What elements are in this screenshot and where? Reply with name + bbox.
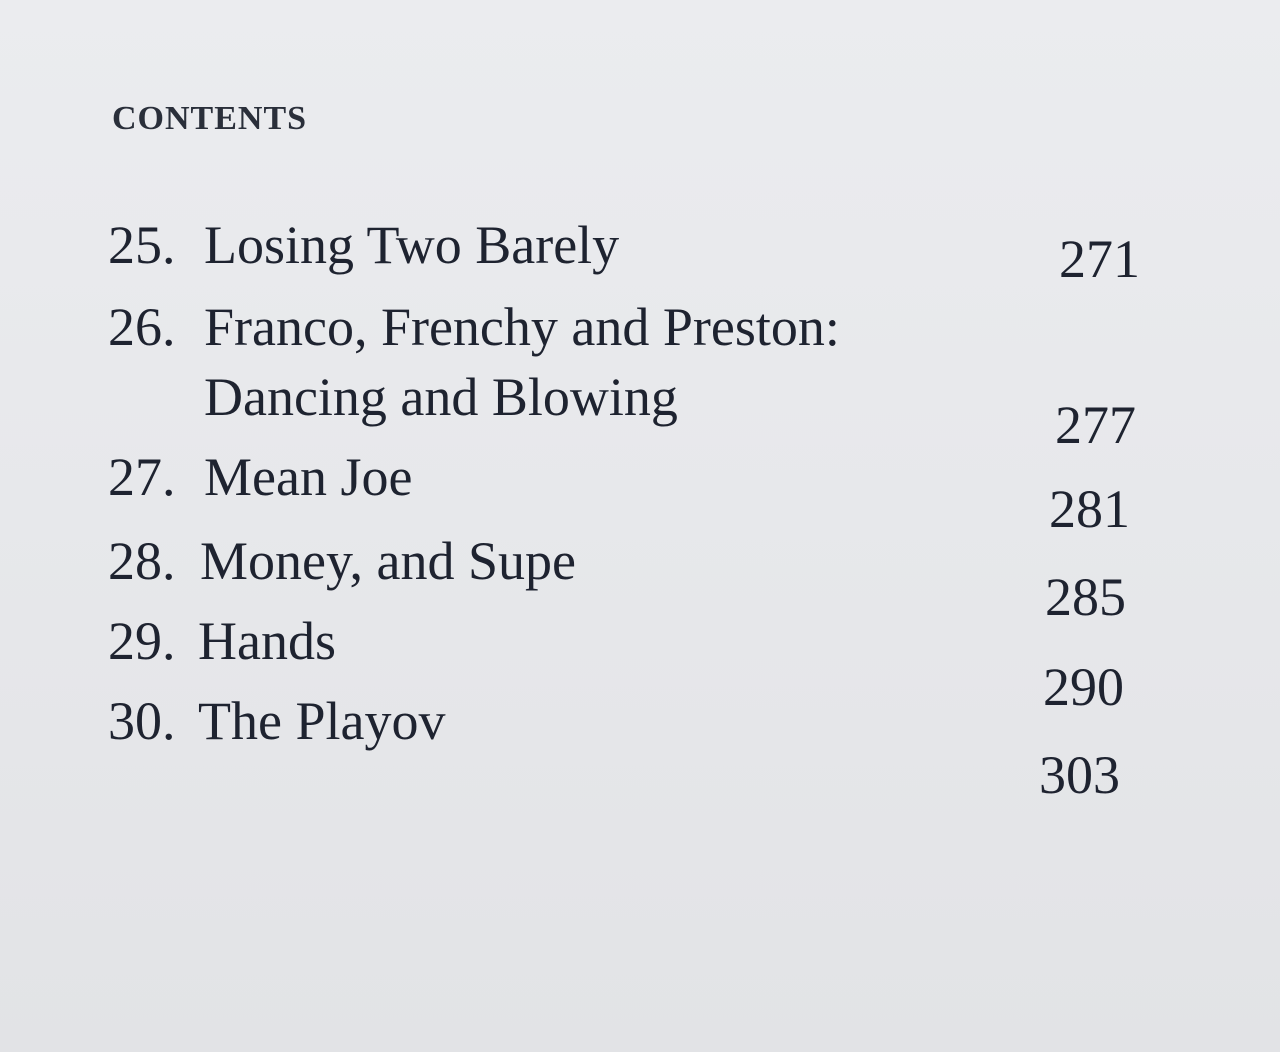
page-number: 281 bbox=[1049, 479, 1130, 539]
page-number: 277 bbox=[1055, 395, 1136, 455]
chapter-title-continued: Dancing and Blowing bbox=[204, 367, 678, 427]
page-number: 303 bbox=[1039, 745, 1120, 805]
chapter-number: 26. bbox=[108, 297, 176, 357]
chapter-title: Money, and Supe bbox=[200, 531, 576, 591]
chapter-title: Hands bbox=[198, 611, 336, 671]
chapter-number: 28. bbox=[108, 531, 176, 591]
chapter-number: 25. bbox=[108, 215, 176, 275]
page-number: 271 bbox=[1059, 229, 1140, 289]
chapter-number: 30. bbox=[108, 691, 176, 751]
chapter-title: The Playov bbox=[198, 691, 446, 751]
chapter-number: 27. bbox=[108, 447, 176, 507]
chapter-title: Losing Two Barely bbox=[204, 215, 620, 275]
chapter-title: Franco, Frenchy and Preston: bbox=[204, 297, 840, 357]
page-heading: CONTENTS bbox=[112, 100, 308, 137]
page-number: 290 bbox=[1043, 657, 1124, 717]
chapter-title: Mean Joe bbox=[204, 447, 413, 507]
page-number: 285 bbox=[1045, 567, 1126, 627]
chapter-number: 29. bbox=[108, 611, 176, 671]
